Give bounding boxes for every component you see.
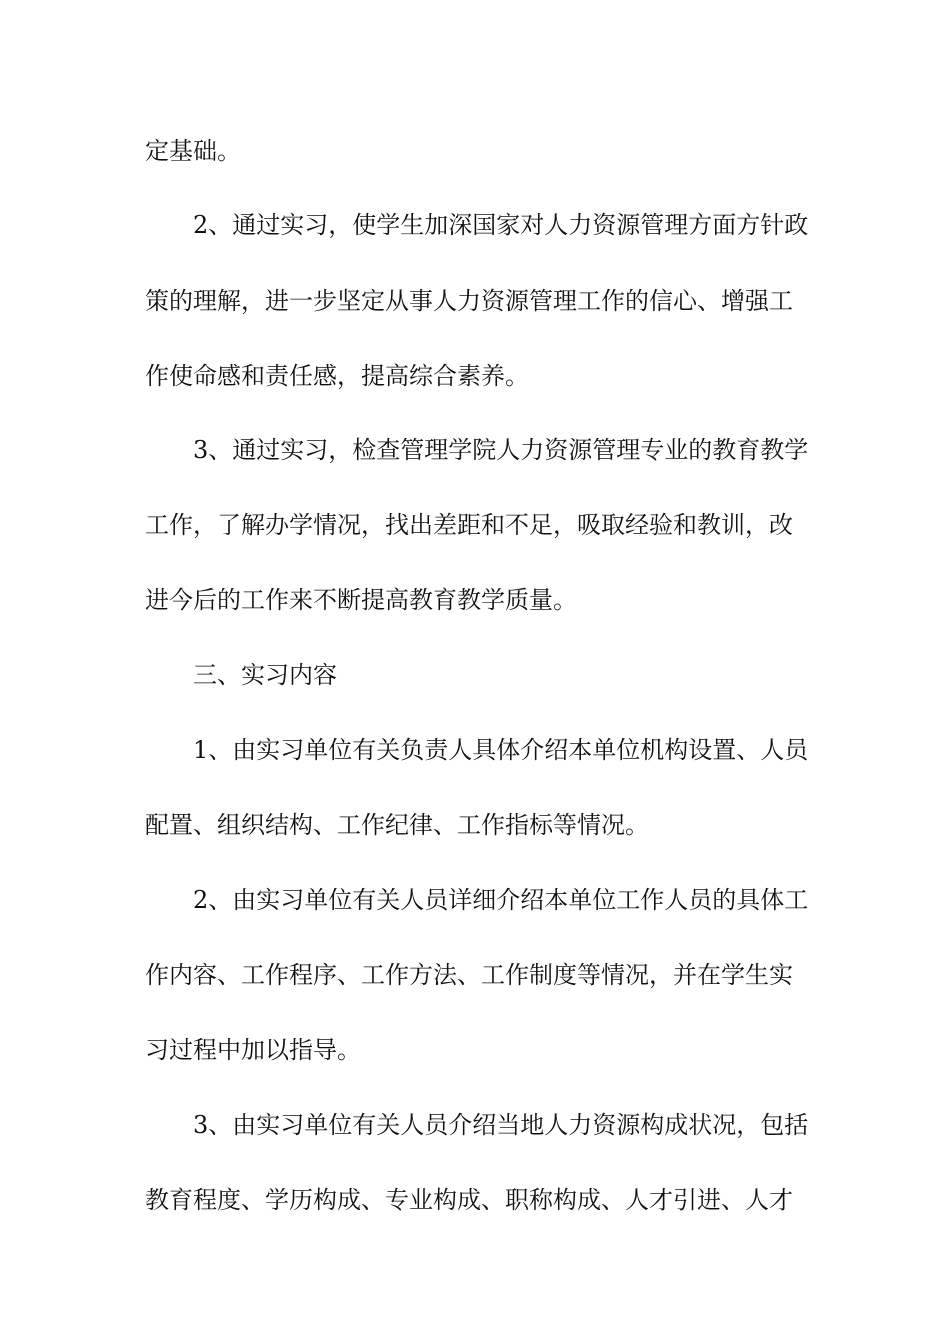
text-line: 1、由实习单位有关负责人具体介绍本单位机构设置、人员 <box>193 736 809 764</box>
text-line: 配置、组织结构、工作纪律、工作指标等情况。 <box>145 811 649 839</box>
text-line: 进今后的工作来不断提高教育教学质量。 <box>145 586 577 614</box>
section-heading: 三、实习内容 <box>193 661 337 689</box>
text-line: 2、通过实习，使学生加深国家对人力资源管理方面方针政 <box>193 211 809 239</box>
text-line: 定基础。 <box>145 137 241 165</box>
text-line: 3、由实习单位有关人员介绍当地人力资源构成状况，包括 <box>193 1111 809 1139</box>
text-line: 习过程中加以指导。 <box>145 1036 361 1064</box>
text-line: 3、通过实习，检查管理学院人力资源管理专业的教育教学 <box>193 436 809 464</box>
text-line: 2、由实习单位有关人员详细介绍本单位工作人员的具体工 <box>193 886 809 914</box>
text-line: 策的理解，进一步坚定从事人力资源管理工作的信心、增强工 <box>145 287 793 315</box>
text-line: 工作，了解办学情况，找出差距和不足，吸取经验和教训，改 <box>145 511 793 539</box>
text-line: 作使命感和责任感，提高综合素养。 <box>145 362 529 390</box>
text-line: 作内容、工作程序、工作方法、工作制度等情况，并在学生实 <box>145 961 793 989</box>
text-line: 教育程度、学历构成、专业构成、职称构成、人才引进、人才 <box>145 1186 793 1214</box>
